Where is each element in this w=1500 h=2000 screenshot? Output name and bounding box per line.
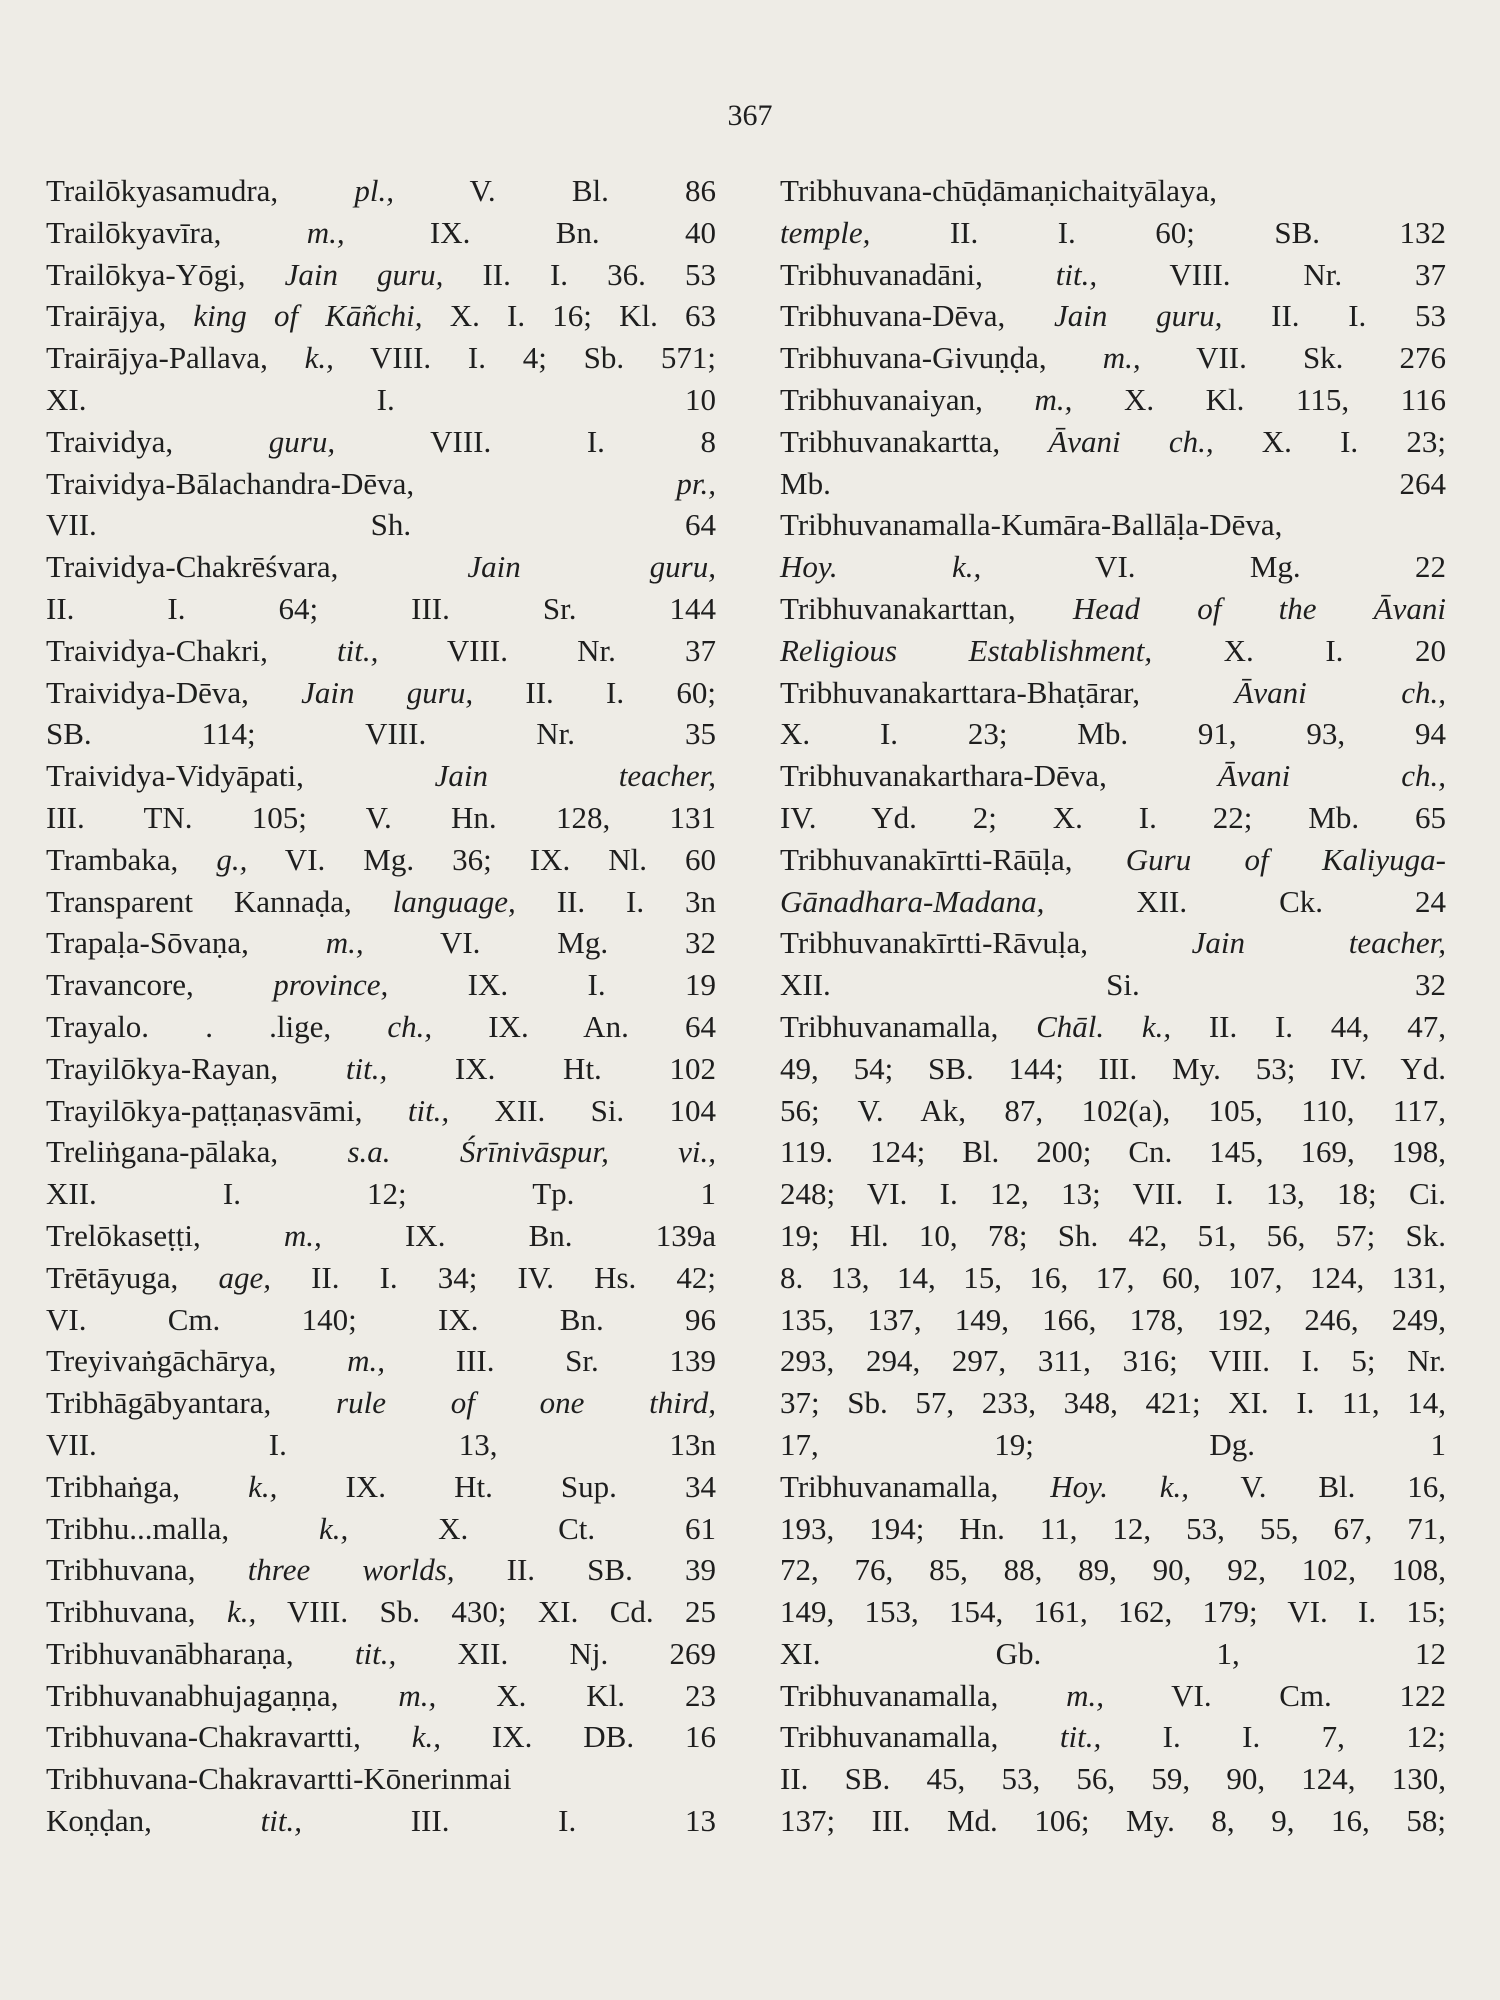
index-entry-line <box>780 1675 1446 1717</box>
index-entry-line <box>46 1424 716 1466</box>
entry-text: IX. Bn. 139a <box>321 1217 716 1253</box>
index-entry <box>46 1215 716 1257</box>
index-entry-line <box>780 1257 1446 1299</box>
index-entry <box>46 463 716 547</box>
entry-text: Trailōkyavīra, <box>46 214 307 250</box>
entry-text: Trapaḷa-Sōvaṇa, <box>46 925 326 961</box>
entry-descriptor: m., <box>325 925 364 961</box>
entry-text: Tribhuvanamalla, <box>780 1468 1051 1504</box>
index-entry-line <box>780 672 1446 714</box>
index-entry <box>46 922 716 964</box>
entry-text: VI. Cm. 122 <box>1103 1677 1446 1713</box>
index-entry-line <box>46 337 716 379</box>
entry-text: VIII. I. 8 <box>335 423 716 459</box>
index-entry-line <box>780 1633 1446 1675</box>
entry-text: IX. Bn. 40 <box>344 214 717 250</box>
index-entry <box>780 672 1446 756</box>
index-entry <box>46 1758 716 1842</box>
index-entry <box>46 1508 716 1550</box>
entry-text: VIII. Nr. 37 <box>378 632 716 668</box>
index-entry-line <box>780 797 1446 839</box>
index-entry-line <box>46 755 717 797</box>
index-entry-line <box>46 1508 716 1550</box>
entry-descriptor: m., <box>1034 381 1073 417</box>
index-entry-line <box>46 1131 716 1173</box>
entry-descriptor: three worlds, <box>247 1552 455 1588</box>
index-entry-line <box>780 254 1446 296</box>
index-entry-line <box>780 839 1446 881</box>
index-entry-line <box>46 1466 716 1508</box>
index-entry-line <box>46 1215 716 1257</box>
index-entry-line <box>46 1090 716 1132</box>
index-entry-line <box>780 1173 1446 1215</box>
entry-descriptor: tit., <box>1059 1719 1102 1755</box>
index-entry <box>780 504 1446 588</box>
entry-descriptor: Guru of Kaliyuga- <box>1125 841 1446 877</box>
entry-descriptor: age, <box>218 1259 271 1295</box>
entry-descriptor: rule of one third, <box>336 1385 717 1421</box>
index-entry-line <box>780 295 1447 337</box>
entry-text: Traividya-Chakri, <box>46 632 337 668</box>
entry-text: VIII. Sb. 430; XI. Cd. 25 <box>256 1594 716 1630</box>
entry-text: 56; V. Ak, 87, 102(a), 105, 110, 117, <box>780 1092 1446 1128</box>
entry-text: III. TN. 105; V. Hn. 128, 131 <box>46 799 716 835</box>
entry-text: II. I. 64; III. Sr. 144 <box>46 590 716 626</box>
entry-text: 72, 76, 85, 88, 89, 90, 92, 102, 108, <box>780 1552 1446 1588</box>
index-entry-line <box>46 1800 716 1842</box>
entry-text: XII. Nj. 269 <box>396 1635 716 1671</box>
entry-text: IX. I. 19 <box>388 967 716 1003</box>
index-entry <box>46 1675 716 1717</box>
index-entry-line <box>780 337 1446 379</box>
index-entry <box>780 337 1446 379</box>
entry-text: IV. Yd. 2; X. I. 22; Mb. 65 <box>780 799 1446 835</box>
index-entry-line <box>780 1424 1446 1466</box>
index-entry <box>46 546 716 630</box>
entry-descriptor: tit., <box>1055 256 1098 292</box>
entry-text: VIII. I. 4; Sb. 571; <box>333 340 716 376</box>
index-entry <box>46 1048 716 1090</box>
entry-text: Tribhuvanakarttara-Bhaṭārar, <box>780 674 1235 710</box>
index-entry-line <box>780 713 1446 755</box>
entry-text: Tribhuvanakartta, <box>780 423 1049 459</box>
entry-text: Tribhuvanakarthara-Dēva, <box>780 758 1218 794</box>
entry-text: XI. Gb. 1, 12 <box>780 1635 1446 1671</box>
index-entry-line <box>780 1508 1446 1550</box>
index-entry-line <box>780 1591 1446 1633</box>
entry-text: Tribhuvanamalla, <box>780 1008 1037 1044</box>
index-entry-line <box>780 1131 1446 1173</box>
index-entry <box>46 839 716 881</box>
index-entry-line <box>46 1173 716 1215</box>
entry-text: III. I. 13 <box>301 1803 716 1839</box>
entry-text: Tribhuvanakīrtti-Rāvuḷa, <box>780 925 1192 961</box>
entry-text: Traividya, <box>46 423 269 459</box>
entry-text: Trailōkyasamudra, <box>46 173 355 208</box>
entry-text: Tribhuvanābharaṇa, <box>46 1635 355 1671</box>
entry-descriptor: m., <box>347 1343 386 1379</box>
index-entry <box>46 1257 716 1341</box>
entry-text: 37; Sb. 57, 233, 348, 421; XI. I. 11, 14, <box>780 1385 1446 1421</box>
index-entry <box>780 1675 1446 1717</box>
index-entry <box>46 964 716 1006</box>
entry-text: VI. Cm. 140; IX. Bn. 96 <box>46 1301 716 1337</box>
entry-text: Tribhuvanamalla-Kumāra-Ballāḷa-Dēva, <box>780 507 1283 543</box>
index-entry-line <box>780 588 1446 630</box>
entry-text: IX. DB. 16 <box>441 1719 716 1755</box>
index-entry <box>46 1591 716 1633</box>
index-entry-line <box>780 630 1446 672</box>
index-entry-line <box>780 1549 1446 1591</box>
index-entry <box>46 755 716 839</box>
entry-descriptor: guru, <box>268 423 336 459</box>
entry-text: Tribhuvanaiyan, <box>780 381 1035 417</box>
entry-text: Treyivaṅgāchārya, <box>46 1343 348 1379</box>
entry-text: X. I. 23; <box>1213 423 1446 459</box>
entry-descriptor: Gānadhara-Madana, <box>780 883 1045 919</box>
index-entry-line <box>46 254 716 296</box>
entry-descriptor: m., <box>1066 1677 1104 1713</box>
entry-descriptor: ch., <box>387 1008 433 1044</box>
entry-descriptor: Religious Establishment, <box>780 632 1153 668</box>
entry-text: Treliṅgana-pālaka, <box>46 1134 348 1170</box>
index-entry <box>46 881 716 923</box>
index-entry <box>46 1549 716 1591</box>
index-entry-line <box>780 379 1446 421</box>
entry-descriptor: k., <box>319 1510 349 1546</box>
entry-text: II. I. 44, 47, <box>1171 1008 1446 1044</box>
index-entry <box>46 1131 716 1215</box>
entry-text: 193, 194; Hn. 11, 12, 53, 55, 67, 71, <box>780 1510 1446 1546</box>
index-entry <box>46 672 716 756</box>
entry-descriptor: pr., <box>676 465 716 501</box>
entry-text: II. I. 36. 53 <box>443 256 716 292</box>
index-entry <box>46 1340 716 1382</box>
index-entry-line <box>780 881 1446 923</box>
index-entry <box>780 839 1446 923</box>
index-entry-line <box>46 170 716 212</box>
index-entry-line <box>780 504 1446 546</box>
index-entry <box>780 295 1446 337</box>
entry-text: X. I. 16; Kl. 63 <box>422 298 716 334</box>
index-entry <box>780 379 1446 421</box>
entry-text: Trayalo. . .lige, <box>46 1008 388 1044</box>
entry-text: VI. Mg. 22 <box>981 549 1446 585</box>
entry-text: XII. Si. 104 <box>449 1092 716 1128</box>
entry-text: Traividya-Vidyāpati, <box>46 758 435 794</box>
index-entry-line <box>46 922 716 964</box>
index-entry-line <box>46 1716 716 1758</box>
index-entry-line <box>46 797 716 839</box>
entry-text: Tribhuvana-Dēva, <box>780 298 1054 334</box>
entry-text: 19; Hl. 10, 78; Sh. 42, 51, 56, 57; Sk. <box>780 1217 1446 1253</box>
entry-text: Tribhuvanakīrtti-Rāūḷa, <box>780 841 1126 877</box>
index-entry-line <box>780 755 1446 797</box>
entry-descriptor: Hoy. k., <box>1050 1468 1190 1504</box>
index-entry <box>780 1716 1446 1841</box>
entry-descriptor: Āvani ch., <box>1234 674 1446 710</box>
entry-text: SB. 114; VIII. Nr. 35 <box>46 716 716 752</box>
index-entry <box>46 1006 716 1048</box>
index-entry-line <box>780 964 1446 1006</box>
index-entry <box>780 922 1446 1006</box>
entry-text: Tribhuvanamalla, <box>780 1677 1067 1713</box>
entry-text: Trelōkaseṭṭi, <box>46 1217 284 1253</box>
entry-text: Tribhāgābyantara, <box>46 1385 337 1421</box>
entry-descriptor: tit., <box>345 1050 388 1086</box>
entry-descriptor: Jain guru, <box>301 674 474 710</box>
entry-text: VII. Sk. 276 <box>1140 340 1446 376</box>
index-entry-line <box>780 1048 1446 1090</box>
index-entry-line <box>46 1675 716 1717</box>
index-entry-line <box>46 295 716 337</box>
index-entry <box>46 254 716 296</box>
index-entry-line <box>46 1299 716 1341</box>
index-entry <box>780 588 1446 672</box>
index-entry <box>46 1090 716 1132</box>
index-entry <box>780 755 1446 839</box>
page-number: 367 <box>727 99 773 132</box>
index-entry-line <box>46 1633 716 1675</box>
entry-text: Traividya-Dēva, <box>46 674 302 710</box>
entry-descriptor: Head of the Āvani <box>1072 590 1446 626</box>
entry-descriptor: king of Kāñchi, <box>193 298 423 334</box>
entry-text: II. I. 60; SB. 132 <box>870 214 1446 250</box>
entry-descriptor: k., <box>226 1594 257 1630</box>
index-entry-line <box>46 504 716 546</box>
entry-text: VI. Mg. 32 <box>363 925 716 961</box>
entry-descriptor: m., <box>1102 340 1141 376</box>
index-entry-line <box>780 1006 1446 1048</box>
entry-text: IX. Ht. 102 <box>387 1050 716 1086</box>
index-entry-line <box>780 1758 1446 1800</box>
entry-descriptor: temple, <box>780 214 871 250</box>
entry-text: Trailōkya-Yōgi, <box>46 256 285 292</box>
entry-text: 293, 294, 297, 311, 316; VIII. I. 5; Nr. <box>780 1343 1446 1379</box>
entry-text: VIII. Nr. 37 <box>1097 256 1446 292</box>
entry-descriptor: Jain teacher, <box>1191 925 1446 961</box>
entry-text: Tribhuvanabhujagaṇṇa, <box>46 1677 399 1713</box>
entry-descriptor: tit., <box>336 632 379 668</box>
entry-text: Tribhuvana-Chakravartti-Kōnerinmai <box>46 1761 512 1797</box>
index-entry-line <box>46 212 717 254</box>
index-entry-line <box>46 421 716 463</box>
entry-text: Mb. 264 <box>780 465 1446 501</box>
index-entry-line <box>780 1215 1446 1257</box>
index-entry-line <box>46 630 716 672</box>
index-entry-line <box>46 379 716 421</box>
index-entry-line <box>46 964 716 1006</box>
index-entry <box>46 337 716 421</box>
entry-text: 149, 153, 154, 161, 162, 179; VI. I. 15; <box>780 1594 1446 1630</box>
entry-text: Trambaka, <box>46 841 217 877</box>
index-entry-line <box>46 1006 716 1048</box>
entry-text: 8. 13, 14, 15, 16, 17, 60, 107, 124, 131, <box>780 1259 1446 1295</box>
entry-text: 135, 137, 149, 166, 178, 192, 246, 249, <box>780 1301 1446 1337</box>
index-entry-line <box>46 546 716 588</box>
entry-descriptor: Jain teacher, <box>434 758 717 794</box>
entry-text: 137; III. Md. 106; My. 8, 9, 16, 58; <box>780 1803 1446 1839</box>
entry-descriptor: Jain guru, <box>1054 298 1223 334</box>
index-entry <box>780 1466 1446 1675</box>
entry-text: 119. 124; Bl. 200; Cn. 145, 169, 198, <box>780 1134 1446 1170</box>
entry-text: Tribhuvana-Givuṇḍa, <box>780 340 1103 376</box>
entry-text: X. I. 23; Mb. 91, 93, 94 <box>780 716 1446 752</box>
entry-descriptor: Āvani ch., <box>1217 758 1446 794</box>
entry-descriptor: Chāl. k., <box>1036 1008 1172 1044</box>
index-entry <box>780 1006 1446 1466</box>
entry-text: Tribhuvana-Chakravartti, <box>46 1719 412 1755</box>
entry-text: II. I. 3n <box>515 883 716 919</box>
entry-descriptor: tit., <box>407 1092 450 1128</box>
index-entry-line <box>46 672 716 714</box>
entry-text: Koṇḍan, <box>46 1803 261 1839</box>
index-entry <box>46 421 716 463</box>
entry-text: II. SB. 45, 53, 56, 59, 90, 124, 130, <box>780 1761 1446 1797</box>
entry-text: Trairājya-Pallava, <box>46 340 305 376</box>
index-entry <box>46 295 716 337</box>
index-entry-line <box>780 1466 1446 1508</box>
entry-text: X. Ct. 61 <box>348 1510 716 1546</box>
index-entry <box>46 212 716 254</box>
entry-descriptor: s.a. Śrīnivāspur, vi., <box>347 1134 716 1170</box>
entry-text: Travancore, <box>46 967 274 1003</box>
entry-descriptor: m., <box>306 214 345 250</box>
entry-text: Tribhuvana, <box>46 1552 248 1588</box>
index-entry <box>780 421 1446 505</box>
index-entry <box>780 254 1446 296</box>
entry-text: Tribhu...malla, <box>46 1510 319 1546</box>
index-entry-line <box>780 463 1446 505</box>
index-entry-line <box>46 1340 716 1382</box>
entry-descriptor: pl., <box>354 173 394 208</box>
index-entry-line <box>780 212 1446 254</box>
entry-text: II. I. 53 <box>1222 298 1447 334</box>
entry-text: Tribhaṅga, <box>46 1468 249 1504</box>
index-entry-line <box>780 1299 1446 1341</box>
entry-descriptor: Jain guru, <box>284 256 444 292</box>
index-entry-line <box>780 1800 1446 1842</box>
index-entry <box>46 1633 716 1675</box>
entry-text: XI. I. 10 <box>46 381 716 417</box>
entry-descriptor: Āvani ch., <box>1048 423 1214 459</box>
right-column <box>780 170 1446 1842</box>
index-entry-line <box>46 1758 716 1800</box>
index-entry <box>46 1716 716 1758</box>
entry-descriptor: k., <box>248 1468 278 1504</box>
entry-text: Traividya-Bālachandra-Dēva, <box>46 465 677 501</box>
index-entry-line <box>46 463 716 505</box>
entry-text: VII. I. 13, 13n <box>46 1426 716 1462</box>
entry-text: II. I. 60; <box>473 674 716 710</box>
index-entry-line <box>780 546 1446 588</box>
index-entry <box>46 1382 716 1466</box>
entry-descriptor: tit., <box>260 1803 302 1839</box>
entry-text: Traividya-Chakrēśvara, <box>46 549 468 585</box>
entry-text: II. SB. 39 <box>454 1552 716 1588</box>
entry-text: V. Bl. 86 <box>393 173 716 208</box>
entry-text: Tribhuvana-chūḍāmaṇichaityālaya, <box>780 173 1218 208</box>
entry-descriptor: tit., <box>354 1635 397 1671</box>
entry-text: 248; VI. I. 12, 13; VII. I. 13, 18; Ci. <box>780 1176 1446 1212</box>
entry-descriptor: g., <box>216 841 248 877</box>
entry-text: II. I. 34; IV. Hs. 42; <box>270 1259 716 1295</box>
index-entry-line <box>780 421 1446 463</box>
entry-descriptor: Hoy. k., <box>780 549 982 585</box>
index-entry <box>46 630 716 672</box>
index-entry-line <box>46 1549 716 1591</box>
entry-text: V. Bl. 16, <box>1189 1468 1446 1504</box>
index-entry-line <box>780 922 1446 964</box>
index-entry <box>46 1466 716 1508</box>
entry-text: Transparent Kannaḍa, <box>46 883 393 919</box>
entry-text: Trayilōkya-Rayan, <box>46 1050 346 1086</box>
index-entry-line <box>46 588 716 630</box>
entry-text: IX. An. 64 <box>432 1008 716 1044</box>
entry-text: VII. Sh. 64 <box>46 507 716 543</box>
left-column <box>46 170 716 1842</box>
entry-text: XII. Ck. 24 <box>1044 883 1446 919</box>
entry-text: Tribhuvanakarttan, <box>780 590 1073 626</box>
entry-text: XII. Si. 32 <box>780 967 1446 1003</box>
entry-text: Trairājya, <box>46 298 194 334</box>
index-entry-line <box>46 881 716 923</box>
entry-descriptor: province, <box>273 967 389 1003</box>
entry-descriptor: Jain guru, <box>467 549 716 585</box>
entry-text: III. Sr. 139 <box>385 1343 716 1379</box>
entry-text: Tribhuvanamalla, <box>780 1719 1060 1755</box>
entry-text: IX. Ht. Sup. 34 <box>277 1468 716 1504</box>
entry-text: Trētāyuga, <box>46 1259 219 1295</box>
index-entry-line <box>780 1716 1446 1758</box>
entry-text: XII. I. 12; Tp. 1 <box>46 1176 716 1212</box>
entry-text: 17, 19; Dg. 1 <box>780 1426 1446 1462</box>
index-entry-line <box>46 1257 716 1299</box>
entry-text: Trayilōkya-paṭṭaṇasvāmi, <box>46 1092 408 1128</box>
entry-text: I. I. 7, 12; <box>1101 1719 1446 1755</box>
index-entry-line <box>46 1382 717 1424</box>
entry-text: VI. Mg. 36; IX. Nl. 60 <box>247 841 717 877</box>
index-entry <box>780 170 1446 254</box>
index-entry <box>46 170 716 212</box>
entry-text: X. Kl. 23 <box>436 1677 716 1713</box>
index-entry-line <box>780 170 1446 212</box>
index-entry-line <box>780 1090 1446 1132</box>
entry-text: X. Kl. 115, 116 <box>1072 381 1446 417</box>
index-entry-line <box>46 1591 716 1633</box>
index-entry-line <box>46 1048 716 1090</box>
index-entry-line <box>780 1382 1446 1424</box>
entry-text: 49, 54; SB. 144; III. My. 53; IV. Yd. <box>780 1050 1446 1086</box>
index-entry-line <box>780 1340 1446 1382</box>
entry-text: Tribhuvanadāni, <box>780 256 1056 292</box>
entry-text: X. I. 20 <box>1152 632 1446 668</box>
entry-descriptor: k., <box>411 1719 441 1755</box>
entry-descriptor: language, <box>392 883 516 919</box>
entry-descriptor: k., <box>304 340 334 376</box>
index-entry-line <box>46 713 716 755</box>
entry-descriptor: m., <box>283 1217 322 1253</box>
entry-text: Tribhuvana, <box>46 1594 227 1630</box>
index-entry-line <box>46 839 717 881</box>
entry-descriptor: m., <box>398 1677 437 1713</box>
